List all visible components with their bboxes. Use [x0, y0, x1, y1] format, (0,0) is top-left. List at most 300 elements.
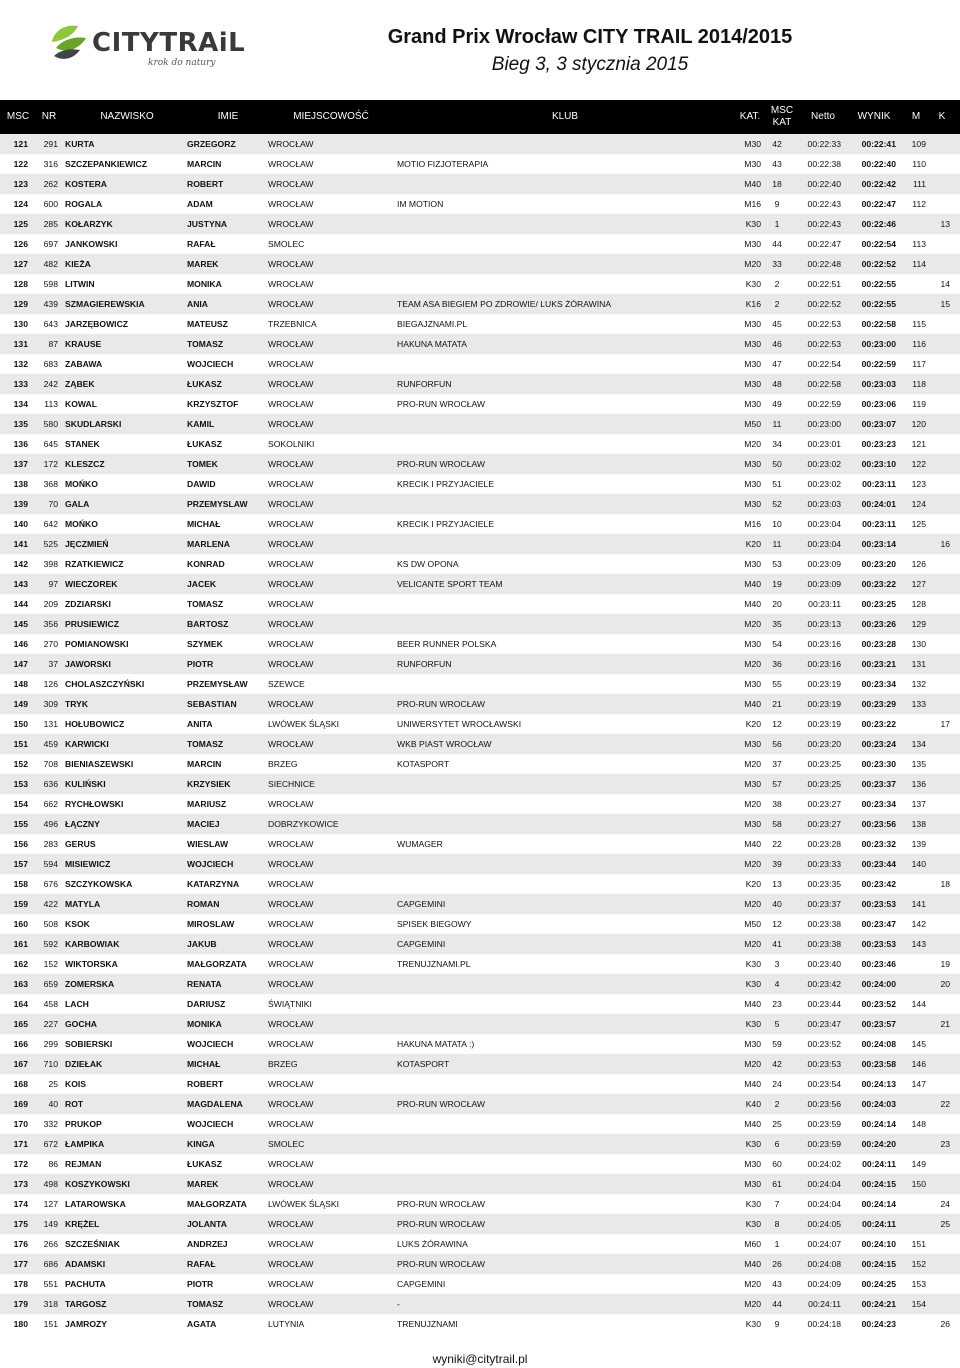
table-row — [0, 1234, 960, 1254]
cell-nr: 551 — [43, 1279, 58, 1289]
cell-imie: PRZEMYSŁAW — [187, 679, 248, 689]
cell-msc: 169 — [13, 1099, 28, 1109]
table-row — [0, 1194, 960, 1214]
col-netto: Netto — [811, 111, 835, 122]
cell-wynik: 00:22:42 — [861, 179, 896, 189]
table-row — [0, 854, 960, 874]
cell-nr: 152 — [43, 959, 58, 969]
cell-msc-kat: 42 — [772, 139, 782, 149]
cell-kat: M30 — [744, 159, 761, 169]
cell-netto: 00:23:16 — [807, 659, 841, 669]
table-row — [0, 914, 960, 934]
cell-imie: MAŁGORZATA — [187, 959, 247, 969]
cell-wynik: 00:24:08 — [861, 1039, 896, 1049]
cell-wynik: 00:22:40 — [861, 159, 896, 169]
cell-msc: 144 — [13, 599, 28, 609]
cell-msc-kat: 22 — [772, 839, 782, 849]
cell-msc-kat: 56 — [772, 739, 782, 749]
cell-miejscowosc: TRZEBNICA — [268, 319, 317, 329]
cell-netto: 00:23:04 — [807, 539, 841, 549]
cell-nr: 710 — [43, 1059, 58, 1069]
cell-imie: AGATA — [187, 1319, 217, 1329]
cell-wynik: 00:22:41 — [861, 139, 896, 149]
cell-nr: 283 — [43, 839, 58, 849]
cell-kat: M30 — [744, 779, 761, 789]
cell-netto: 00:23:47 — [807, 1019, 841, 1029]
cell-imie: GRZEGORZ — [187, 139, 236, 149]
cell-nr: 126 — [43, 679, 58, 689]
cell-msc-kat: 43 — [772, 159, 782, 169]
cell-netto: 00:23:27 — [807, 819, 841, 829]
cell-kat: K40 — [745, 1099, 761, 1109]
cell-nr: 676 — [43, 879, 58, 889]
cell-nr: 496 — [43, 819, 58, 829]
cell-netto: 00:24:11 — [808, 1299, 841, 1309]
table-row — [0, 214, 960, 234]
table-row — [0, 254, 960, 274]
cell-nazwisko: KSOK — [65, 919, 90, 929]
cell-klub — [397, 1114, 727, 1134]
table-row — [0, 574, 960, 594]
cell-imie: ROMAN — [187, 899, 220, 909]
cell-nr: 25 — [48, 1079, 58, 1089]
cell-nazwisko: TRYK — [65, 699, 89, 709]
cell-msc: 128 — [13, 279, 28, 289]
cell-wynik: 00:24:14 — [861, 1199, 896, 1209]
cell-k — [928, 234, 950, 254]
cell-imie: RENATA — [187, 979, 222, 989]
cell-netto: 00:23:25 — [807, 779, 841, 789]
cell-nazwisko: ZDZIARSKI — [65, 599, 111, 609]
cell-nr: 70 — [48, 499, 58, 509]
cell-wynik: 00:23:10 — [861, 459, 896, 469]
cell-netto: 00:23:16 — [807, 639, 841, 649]
cell-netto: 00:23:54 — [807, 1079, 841, 1089]
cell-nazwisko: STANEK — [65, 439, 100, 449]
cell-nazwisko: KOWAL — [65, 399, 97, 409]
cell-miejscowosc: WROCŁAW — [268, 1299, 314, 1309]
cell-imie: KAMIL — [187, 419, 215, 429]
cell-netto: 00:22:59 — [807, 399, 841, 409]
cell-wynik: 00:23:32 — [861, 839, 896, 849]
cell-k — [928, 454, 950, 474]
cell-netto: 00:23:38 — [807, 919, 841, 929]
cell-imie: ROBERT — [187, 1079, 224, 1089]
cell-klub — [397, 1154, 727, 1174]
cell-imie: TOMASZ — [187, 1299, 224, 1309]
cell-wynik: 00:24:15 — [861, 1179, 896, 1189]
cell-msc: 123 — [13, 179, 28, 189]
cell-k — [928, 934, 950, 954]
cell-netto: 00:22:43 — [807, 219, 841, 229]
col-msc-kat: MSC KAT — [770, 105, 794, 128]
cell-k — [928, 554, 950, 574]
cell-kat: K30 — [745, 1019, 761, 1029]
cell-k: 17 — [940, 719, 950, 729]
cell-imie: MAREK — [187, 1179, 219, 1189]
cell-klub: UNIWERSYTET WROCŁAWSKI — [397, 719, 522, 729]
table-row — [0, 994, 960, 1014]
cell-wynik: 00:24:21 — [861, 1299, 896, 1309]
cell-kat: M30 — [744, 819, 761, 829]
cell-msc: 167 — [13, 1059, 28, 1069]
cell-nazwisko: ROT — [65, 1099, 84, 1109]
cell-klub: CAPGEMINI — [397, 939, 446, 949]
cell-imie: JUSTYNA — [187, 219, 228, 229]
cell-klub — [397, 134, 727, 154]
cell-k — [928, 1114, 950, 1134]
cell-k — [928, 634, 950, 654]
cell-nr: 266 — [43, 1239, 58, 1249]
cell-klub — [397, 974, 727, 994]
cell-kat: M20 — [744, 659, 761, 669]
cell-netto: 00:23:11 — [808, 599, 841, 609]
cell-miejscowosc: WROCŁAW — [268, 1259, 314, 1269]
logo-wordmark: CITYTRAiL — [92, 28, 246, 58]
cell-m: 129 — [911, 619, 926, 629]
cell-nazwisko: KURTA — [65, 139, 95, 149]
cell-nazwisko: MOŃKO — [65, 519, 98, 529]
cell-k: 24 — [940, 1199, 950, 1209]
cell-klub: - — [397, 1299, 400, 1309]
cell-msc: 137 — [13, 459, 28, 469]
cell-netto: 00:24:04 — [807, 1199, 841, 1209]
cell-kat: K30 — [745, 1319, 761, 1329]
cell-msc-kat: 13 — [772, 879, 782, 889]
cell-nazwisko: KOSZYKOWSKI — [65, 1179, 130, 1189]
cell-imie: TOMEK — [187, 459, 218, 469]
table-row — [0, 1054, 960, 1074]
cell-msc-kat: 11 — [772, 419, 782, 429]
cell-nr: 299 — [43, 1039, 58, 1049]
cell-m — [902, 714, 926, 734]
cell-nazwisko: LATAROWSKA — [65, 1199, 126, 1209]
cell-k — [928, 374, 950, 394]
cell-nazwisko: KOIS — [65, 1079, 87, 1089]
cell-nr: 285 — [43, 219, 58, 229]
cell-klub — [397, 854, 727, 874]
cell-msc-kat: 34 — [772, 439, 782, 449]
table-row — [0, 154, 960, 174]
cell-msc-kat: 1 — [774, 1239, 780, 1249]
table-row — [0, 174, 960, 194]
cell-wynik: 00:23:37 — [861, 779, 896, 789]
cell-k — [928, 814, 950, 834]
cell-nazwisko: RYCHŁOWSKI — [65, 799, 124, 809]
table-row — [0, 794, 960, 814]
cell-k: 13 — [940, 219, 950, 229]
cell-msc: 135 — [13, 419, 28, 429]
cell-klub — [397, 994, 727, 1014]
cell-m: 124 — [911, 499, 926, 509]
cell-msc: 161 — [13, 939, 28, 949]
cell-nr: 636 — [43, 779, 58, 789]
cell-netto: 00:23:56 — [807, 1099, 841, 1109]
cell-nazwisko: KARBOWIAK — [65, 939, 120, 949]
cell-wynik: 00:22:46 — [861, 219, 896, 229]
cell-kat: K30 — [745, 1139, 761, 1149]
cell-kat: K20 — [745, 879, 761, 889]
cell-m: 154 — [911, 1299, 926, 1309]
cell-msc: 174 — [13, 1199, 28, 1209]
cell-imie: MARIUSZ — [187, 799, 227, 809]
cell-msc-kat: 2 — [774, 299, 780, 309]
cell-klub — [397, 174, 727, 194]
cell-k — [928, 794, 950, 814]
col-kat: KAT. — [739, 111, 761, 122]
table-row — [0, 434, 960, 454]
cell-klub: KRECIK I PRZYJACIELE — [397, 519, 494, 529]
page-subtitle: Bieg 3, 3 stycznia 2015 — [491, 54, 689, 75]
cell-msc-kat: 49 — [772, 399, 782, 409]
cell-nazwisko: GOCHA — [65, 1019, 97, 1029]
cell-klub: RUNFORFUN — [397, 379, 452, 389]
cell-m: 109 — [911, 139, 926, 149]
cell-nr: 113 — [44, 399, 58, 409]
cell-imie: MICHAŁ — [187, 519, 221, 529]
cell-netto: 00:23:25 — [807, 759, 841, 769]
cell-k: 16 — [940, 539, 950, 549]
cell-netto: 00:23:52 — [807, 1039, 841, 1049]
cell-nazwisko: KRAUSE — [65, 339, 102, 349]
cell-m — [902, 294, 926, 314]
cell-nazwisko: KLESZCZ — [65, 459, 105, 469]
cell-klub: LUKS ŻÓRAWINA — [397, 1239, 468, 1249]
cell-nr: 482 — [43, 259, 58, 269]
cell-klub — [397, 414, 727, 434]
cell-nr: 87 — [48, 339, 58, 349]
cell-miejscowosc: ŚWIĄTNIKI — [268, 999, 312, 1009]
cell-msc-kat: 40 — [772, 899, 782, 909]
cell-nazwisko: LITWIN — [65, 279, 95, 289]
cell-kat: M20 — [744, 899, 761, 909]
cell-m: 114 — [912, 259, 926, 269]
cell-kat: M20 — [744, 259, 761, 269]
cell-kat: M16 — [744, 519, 761, 529]
cell-msc: 146 — [13, 639, 28, 649]
cell-m: 112 — [912, 199, 926, 209]
cell-m: 110 — [912, 159, 926, 169]
cell-nazwisko: JARZĘBOWICZ — [65, 319, 129, 329]
col-m: M — [911, 111, 921, 122]
cell-msc-kat: 38 — [772, 799, 782, 809]
cell-netto: 00:23:13 — [807, 619, 841, 629]
cell-netto: 00:23:19 — [807, 679, 841, 689]
cell-miejscowosc: WROCŁAW — [268, 1219, 314, 1229]
cell-nr: 708 — [43, 759, 58, 769]
cell-klub: KOTASPORT — [397, 1059, 450, 1069]
table-row — [0, 1114, 960, 1134]
cell-imie: JOLANTA — [187, 1219, 227, 1229]
table-row — [0, 1294, 960, 1314]
cell-klub — [397, 494, 727, 514]
cell-k: 21 — [940, 1019, 950, 1029]
cell-netto: 00:24:08 — [807, 1259, 841, 1269]
table-row — [0, 394, 960, 414]
table-row — [0, 454, 960, 474]
cell-klub: CAPGEMINI — [397, 1279, 446, 1289]
cell-netto: 00:22:47 — [807, 239, 841, 249]
cell-imie: RAFAŁ — [187, 1259, 216, 1269]
cell-k — [928, 174, 950, 194]
cell-nr: 580 — [43, 419, 58, 429]
cell-miejscowosc: WROCŁAW — [268, 939, 314, 949]
cell-klub: TEAM ASA BIEGIEM PO ZDROWIE/ LUKS ŻÓRAWINA — [397, 299, 612, 309]
cell-kat: M20 — [744, 939, 761, 949]
cell-kat: M30 — [744, 379, 761, 389]
cell-m: 120 — [911, 419, 926, 429]
cell-imie: TOMASZ — [187, 739, 224, 749]
cell-wynik: 00:23:57 — [861, 1019, 896, 1029]
cell-netto: 00:22:40 — [807, 179, 841, 189]
cell-netto: 00:23:09 — [807, 579, 841, 589]
table-row — [0, 194, 960, 214]
cell-msc: 134 — [13, 399, 28, 409]
cell-msc: 131 — [13, 339, 28, 349]
cell-imie: SZYMEK — [187, 639, 223, 649]
cell-miejscowosc: WROCŁAW — [268, 559, 314, 569]
cell-klub: PRO-RUN WROCŁAW — [397, 1099, 486, 1109]
cell-wynik: 00:22:47 — [861, 199, 896, 209]
cell-nazwisko: TARGOSZ — [65, 1299, 107, 1309]
cell-msc: 164 — [13, 999, 28, 1009]
cell-imie: WOJCIECH — [187, 359, 234, 369]
cell-k: 19 — [940, 959, 950, 969]
table-row — [0, 754, 960, 774]
cell-wynik: 00:24:01 — [861, 499, 896, 509]
cell-klub: WKB PIAST WROCŁAW — [397, 739, 492, 749]
cell-miejscowosc: WROCŁAW — [268, 479, 314, 489]
cell-msc-kat: 26 — [772, 1259, 782, 1269]
cell-k: 15 — [940, 299, 950, 309]
cell-miejscowosc: LWÓWEK ŚLĄSKI — [268, 1199, 339, 1209]
cell-msc-kat: 4 — [774, 979, 780, 989]
cell-m: 144 — [911, 999, 926, 1009]
cell-miejscowosc: WROCŁAW — [268, 599, 314, 609]
cell-nazwisko: KOŁARZYK — [65, 219, 113, 229]
cell-msc-kat: 23 — [772, 999, 782, 1009]
cell-kat: K30 — [745, 979, 761, 989]
cell-msc-kat: 51 — [772, 479, 782, 489]
table-header — [0, 100, 960, 134]
cell-klub — [397, 534, 727, 554]
cell-wynik: 00:23:47 — [861, 919, 896, 929]
cell-nr: 645 — [43, 439, 58, 449]
cell-msc-kat: 36 — [772, 659, 782, 669]
cell-k — [928, 894, 950, 914]
cell-m — [902, 974, 926, 994]
cell-imie: MIROSLAW — [187, 919, 235, 929]
cell-nazwisko: KULIŃSKI — [65, 779, 106, 789]
cell-klub — [397, 774, 727, 794]
cell-nr: 262 — [43, 179, 58, 189]
table-row — [0, 694, 960, 714]
cell-netto: 00:23:27 — [807, 799, 841, 809]
cell-imie: SEBASTIAN — [187, 699, 237, 709]
cell-nazwisko: KOSTERA — [65, 179, 108, 189]
cell-miejscowosc: WROCŁAW — [268, 359, 314, 369]
cell-k — [928, 474, 950, 494]
cell-k — [928, 574, 950, 594]
cell-kat: M40 — [744, 999, 761, 1009]
col-imie: IMIE — [217, 111, 239, 122]
cell-netto: 00:22:51 — [807, 279, 841, 289]
table-row — [0, 874, 960, 894]
cell-k — [928, 594, 950, 614]
cell-imie: MARLENA — [187, 539, 230, 549]
cell-imie: ŁUKASZ — [187, 1159, 222, 1169]
cell-imie: ADAM — [187, 199, 213, 209]
cell-imie: KINGA — [187, 1139, 215, 1149]
cell-imie: PRZEMYSLAW — [187, 499, 248, 509]
cell-msc: 156 — [13, 839, 28, 849]
cell-imie: DARIUSZ — [187, 999, 226, 1009]
cell-msc: 157 — [13, 859, 28, 869]
cell-wynik: 00:23:34 — [861, 679, 896, 689]
cell-k — [928, 614, 950, 634]
cell-kat: M20 — [744, 859, 761, 869]
cell-nazwisko: JANKOWSKI — [65, 239, 118, 249]
cell-wynik: 00:23:06 — [861, 399, 896, 409]
cell-nazwisko: SZCZYKOWSKA — [65, 879, 133, 889]
cell-msc-kat: 3 — [774, 959, 780, 969]
cell-miejscowosc: WROCLAW — [268, 499, 314, 509]
cell-wynik: 00:23:07 — [861, 419, 896, 429]
cell-miejscowosc: WROCŁAW — [268, 799, 314, 809]
cell-miejscowosc: LUTYNIA — [268, 1319, 305, 1329]
cell-kat: K16 — [745, 299, 761, 309]
cell-nr: 356 — [43, 619, 58, 629]
cell-nazwisko: LACH — [65, 999, 89, 1009]
cell-wynik: 00:23:53 — [861, 939, 896, 949]
cell-kat: M40 — [744, 599, 761, 609]
cell-netto: 00:22:33 — [807, 139, 841, 149]
cell-wynik: 00:23:46 — [861, 959, 896, 969]
cell-wynik: 00:23:53 — [861, 899, 896, 909]
table-row — [0, 834, 960, 854]
cell-msc-kat: 1 — [774, 219, 780, 229]
cell-m: 122 — [911, 459, 926, 469]
cell-nr: 498 — [43, 1179, 58, 1189]
cell-msc: 129 — [13, 299, 28, 309]
cell-k — [928, 854, 950, 874]
cell-wynik: 00:23:22 — [861, 719, 896, 729]
cell-miejscowosc: WROCŁAW — [268, 459, 314, 469]
cell-k — [928, 354, 950, 374]
cell-msc: 136 — [13, 439, 28, 449]
cell-wynik: 00:24:25 — [861, 1279, 896, 1289]
cell-netto: 00:23:20 — [807, 739, 841, 749]
cell-m — [902, 534, 926, 554]
cell-kat: M30 — [744, 639, 761, 649]
cell-msc: 166 — [13, 1039, 28, 1049]
cell-wynik: 00:23:11 — [862, 479, 896, 489]
table-row — [0, 474, 960, 494]
cell-msc: 162 — [13, 959, 28, 969]
cell-klub — [397, 674, 727, 694]
cell-nr: 459 — [43, 739, 58, 749]
cell-miejscowosc: SMOLEC — [268, 1139, 305, 1149]
page-title: Grand Prix Wrocław CITY TRAIL 2014/2015 — [387, 26, 793, 48]
cell-m: 131 — [911, 659, 926, 669]
table-row — [0, 774, 960, 794]
table-row — [0, 654, 960, 674]
cell-m: 119 — [912, 399, 926, 409]
cell-kat: M40 — [744, 1079, 761, 1089]
cell-kat: K30 — [745, 1199, 761, 1209]
cell-kat: M40 — [744, 179, 761, 189]
cell-miejscowosc: WROCŁAW — [268, 519, 314, 529]
